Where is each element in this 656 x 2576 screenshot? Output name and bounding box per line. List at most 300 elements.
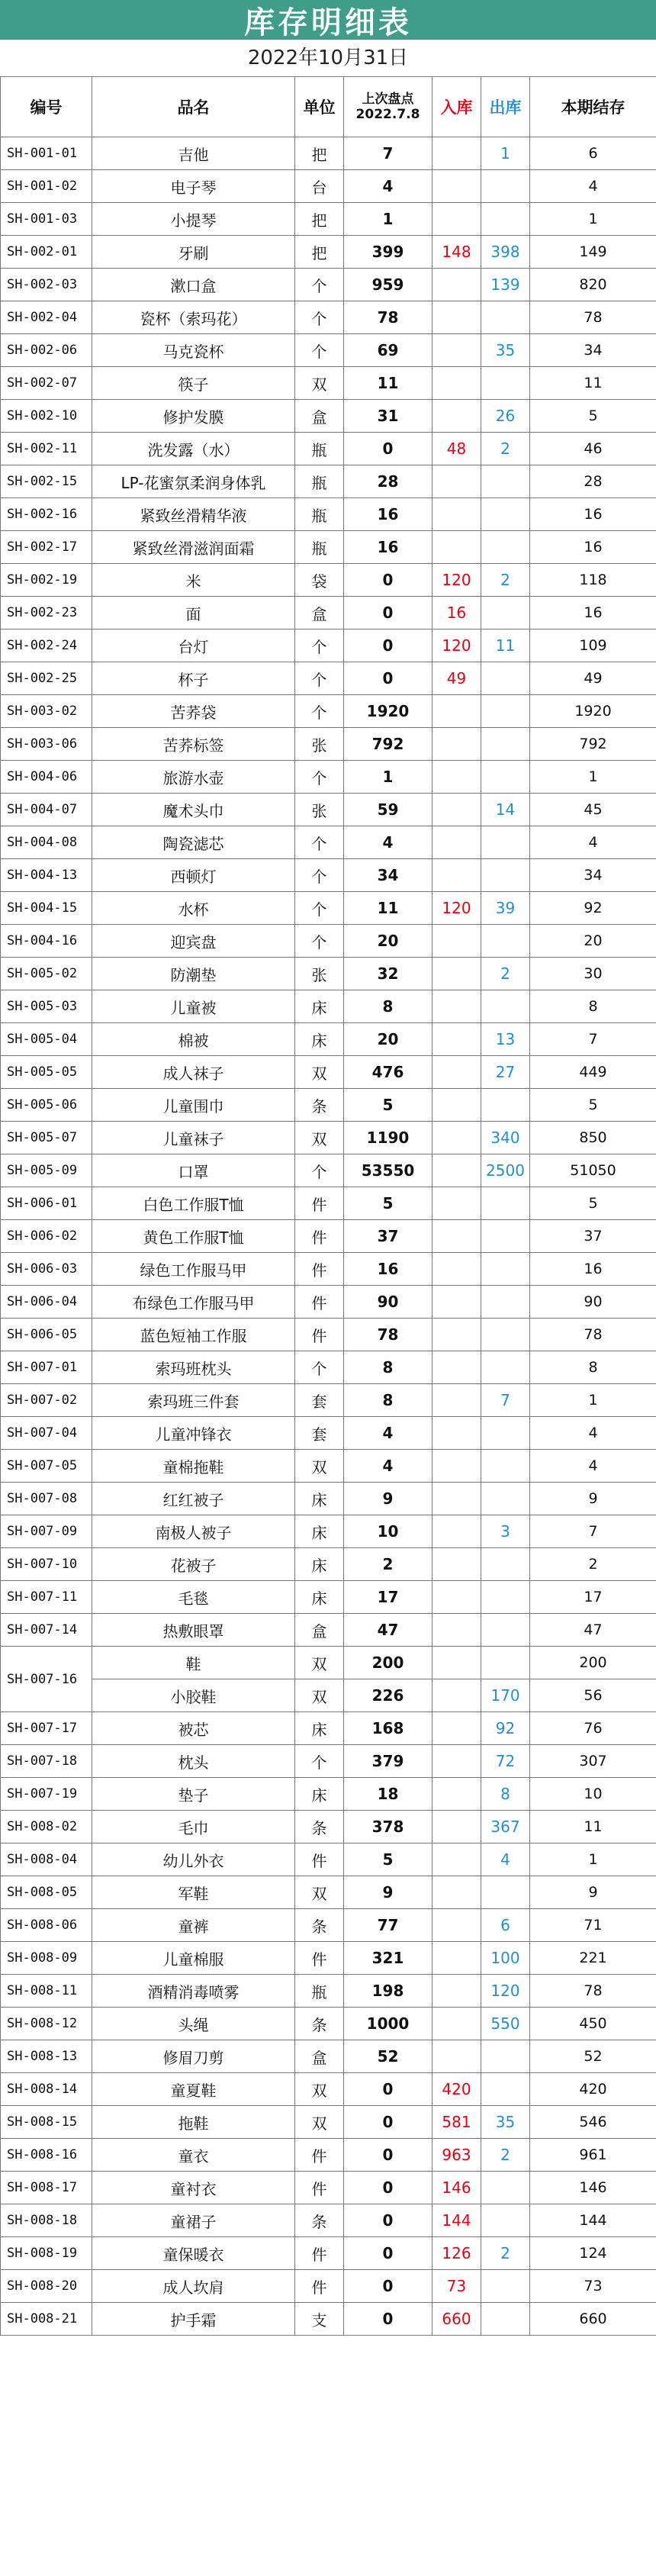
cell-unit: 张 (295, 794, 344, 826)
cell-balance: 56 (530, 1679, 656, 1712)
cell-name: 苦荞标签 (92, 728, 295, 761)
cell-unit: 瓶 (295, 465, 344, 498)
cell-in (433, 1089, 481, 1122)
cell-out (481, 826, 530, 859)
table-row (1, 1942, 656, 1975)
table-row (1, 1450, 656, 1483)
cell-in (433, 269, 481, 301)
table-row (1, 1483, 656, 1515)
cell-last: 4 (344, 1417, 433, 1450)
table-body (1, 137, 656, 2336)
table-row (1, 531, 656, 564)
cell-unit: 件 (295, 1187, 344, 1220)
cell-balance: 1 (530, 203, 656, 236)
cell-unit: 双 (295, 2106, 344, 2139)
header-out: 出库 (481, 77, 530, 137)
cell-unit: 个 (295, 1351, 344, 1384)
cell-unit: 个 (295, 1745, 344, 1778)
cell-code: SH-008-05 (1, 1876, 92, 1909)
cell-name: 紧致丝滑滋润面霜 (92, 531, 295, 564)
cell-out: 92 (481, 1712, 530, 1745)
cell-name: 头绳 (92, 2008, 295, 2040)
table-row (1, 662, 656, 695)
cell-unit: 双 (295, 1450, 344, 1483)
cell-in (433, 1909, 481, 1942)
cell-out: 1 (481, 137, 530, 170)
cell-balance: 118 (530, 564, 656, 597)
cell-code: SH-002-04 (1, 301, 92, 334)
cell-code: SH-007-19 (1, 1778, 92, 1811)
cell-name: 电子琴 (92, 170, 295, 203)
cell-code: SH-004-06 (1, 761, 92, 794)
cell-name: 童裙子 (92, 2204, 295, 2237)
table-row (1, 2073, 656, 2106)
cell-code: SH-006-03 (1, 1253, 92, 1286)
cell-code: SH-002-23 (1, 597, 92, 630)
table-row (1, 1975, 656, 2008)
cell-last: 1 (344, 203, 433, 236)
cell-in (433, 1745, 481, 1778)
cell-balance: 146 (530, 2172, 656, 2204)
cell-balance: 5 (530, 400, 656, 433)
table-row (1, 761, 656, 794)
cell-unit: 盒 (295, 400, 344, 433)
cell-balance: 51050 (530, 1154, 656, 1187)
cell-balance: 10 (530, 1778, 656, 1811)
cell-code: SH-007-01 (1, 1351, 92, 1384)
cell-balance: 4 (530, 1450, 656, 1483)
cell-name: 拖鞋 (92, 2106, 295, 2139)
cell-unit: 件 (295, 1286, 344, 1319)
cell-last: 476 (344, 1056, 433, 1089)
cell-unit: 床 (295, 1778, 344, 1811)
cell-last: 78 (344, 1319, 433, 1351)
cell-last: 11 (344, 892, 433, 925)
cell-unit: 瓶 (295, 433, 344, 465)
cell-balance: 73 (530, 2270, 656, 2303)
cell-code: SH-006-04 (1, 1286, 92, 1319)
cell-code: SH-007-10 (1, 1548, 92, 1581)
cell-last: 53550 (344, 1154, 433, 1187)
cell-name: 白色工作服T恤 (92, 1187, 295, 1220)
table-row (1, 203, 656, 236)
cell-last: 198 (344, 1975, 433, 2008)
cell-balance: 307 (530, 1745, 656, 1778)
cell-out: 2 (481, 564, 530, 597)
cell-last: 32 (344, 958, 433, 990)
cell-name: 儿童围巾 (92, 1089, 295, 1122)
cell-in (433, 1187, 481, 1220)
cell-last: 200 (344, 1647, 433, 1679)
cell-last: 8 (344, 1351, 433, 1384)
cell-unit: 条 (295, 1811, 344, 1843)
table-row (1, 2237, 656, 2270)
table-row (1, 597, 656, 630)
cell-out: 8 (481, 1778, 530, 1811)
cell-in: 581 (433, 2106, 481, 2139)
cell-last: 0 (344, 662, 433, 695)
cell-balance: 1920 (530, 695, 656, 728)
cell-last: 4 (344, 1450, 433, 1483)
cell-balance: 92 (530, 892, 656, 925)
cell-name: 修护发膜 (92, 400, 295, 433)
cell-unit: 袋 (295, 564, 344, 597)
title-bar (0, 0, 656, 40)
cell-unit: 个 (295, 695, 344, 728)
cell-code: SH-005-05 (1, 1056, 92, 1089)
cell-code: SH-003-02 (1, 695, 92, 728)
header-last (344, 77, 433, 137)
cell-out: 27 (481, 1056, 530, 1089)
cell-unit: 床 (295, 1548, 344, 1581)
cell-name: 被芯 (92, 1712, 295, 1745)
cell-unit: 床 (295, 990, 344, 1023)
cell-code: SH-001-01 (1, 137, 92, 170)
cell-in (433, 859, 481, 892)
cell-in: 146 (433, 2172, 481, 2204)
cell-name: 儿童被 (92, 990, 295, 1023)
table-row (1, 1056, 656, 1089)
table-row (1, 1384, 656, 1417)
cell-balance: 450 (530, 2008, 656, 2040)
table-row (1, 990, 656, 1023)
table-row (1, 433, 656, 465)
header-balance: 本期结存 (530, 77, 656, 137)
cell-in (433, 1679, 481, 1712)
cell-balance: 4 (530, 1417, 656, 1450)
cell-out: 26 (481, 400, 530, 433)
cell-name: 棉被 (92, 1023, 295, 1056)
cell-in: 420 (433, 2073, 481, 2106)
cell-in (433, 826, 481, 859)
cell-out (481, 1483, 530, 1515)
cell-in (433, 1286, 481, 1319)
cell-out: 120 (481, 1975, 530, 2008)
cell-balance: 30 (530, 958, 656, 990)
cell-in (433, 498, 481, 531)
cell-balance: 34 (530, 334, 656, 367)
cell-last: 399 (344, 236, 433, 269)
cell-in (433, 2008, 481, 2040)
cell-unit: 双 (295, 1056, 344, 1089)
table-row (1, 2139, 656, 2172)
cell-last: 0 (344, 597, 433, 630)
cell-in (433, 301, 481, 334)
cell-code: SH-002-24 (1, 630, 92, 662)
cell-unit: 盒 (295, 2040, 344, 2073)
table-row (1, 2040, 656, 2073)
table-row (1, 1778, 656, 1811)
cell-out (481, 1548, 530, 1581)
cell-balance: 46 (530, 433, 656, 465)
cell-code: SH-001-02 (1, 170, 92, 203)
cell-in: 120 (433, 892, 481, 925)
cell-code: SH-004-07 (1, 794, 92, 826)
cell-name: 黄色工作服T恤 (92, 1220, 295, 1253)
cell-name: 索玛班枕头 (92, 1351, 295, 1384)
cell-out (481, 203, 530, 236)
cell-code: SH-005-09 (1, 1154, 92, 1187)
cell-in (433, 1154, 481, 1187)
cell-out: 35 (481, 334, 530, 367)
header-in: 入库 (433, 77, 481, 137)
cell-in (433, 2040, 481, 2073)
cell-name: 水杯 (92, 892, 295, 925)
cell-out (481, 301, 530, 334)
cell-code: SH-002-10 (1, 400, 92, 433)
cell-code: SH-008-17 (1, 2172, 92, 2204)
table-row (1, 728, 656, 761)
cell-unit: 条 (295, 2204, 344, 2237)
table-row (1, 630, 656, 662)
cell-unit: 瓶 (295, 498, 344, 531)
cell-unit: 条 (295, 1089, 344, 1122)
cell-code: SH-007-02 (1, 1384, 92, 1417)
cell-unit: 个 (295, 301, 344, 334)
cell-balance: 78 (530, 301, 656, 334)
cell-name: 迎宾盘 (92, 925, 295, 958)
cell-in (433, 1647, 481, 1679)
table-row (1, 1614, 656, 1647)
table-row (1, 1679, 656, 1712)
cell-out: 2 (481, 433, 530, 465)
table-row (1, 170, 656, 203)
cell-code: SH-008-06 (1, 1909, 92, 1942)
table-row (1, 498, 656, 531)
cell-code: SH-002-25 (1, 662, 92, 695)
cell-out (481, 990, 530, 1023)
cell-unit: 双 (295, 1122, 344, 1154)
cell-unit: 把 (295, 236, 344, 269)
cell-out (481, 1187, 530, 1220)
cell-name: 枕头 (92, 1745, 295, 1778)
cell-balance: 660 (530, 2303, 656, 2336)
cell-name: 牙刷 (92, 236, 295, 269)
cell-code: SH-005-07 (1, 1122, 92, 1154)
cell-out: 7 (481, 1384, 530, 1417)
table-row (1, 2204, 656, 2237)
cell-name: 洗发露（水） (92, 433, 295, 465)
cell-name: 毛巾 (92, 1811, 295, 1843)
cell-unit: 盒 (295, 597, 344, 630)
cell-in (433, 1253, 481, 1286)
cell-name: 索玛班三件套 (92, 1384, 295, 1417)
cell-code: SH-006-05 (1, 1319, 92, 1351)
cell-name: 花被子 (92, 1548, 295, 1581)
cell-in (433, 1384, 481, 1417)
cell-in: 120 (433, 630, 481, 662)
cell-out: 340 (481, 1122, 530, 1154)
cell-balance: 1 (530, 1843, 656, 1876)
cell-out (481, 761, 530, 794)
cell-out: 3 (481, 1515, 530, 1548)
cell-last: 59 (344, 794, 433, 826)
cell-balance: 124 (530, 2237, 656, 2270)
table-row (1, 1319, 656, 1351)
cell-in (433, 1450, 481, 1483)
cell-balance: 47 (530, 1614, 656, 1647)
table-row (1, 564, 656, 597)
table-row (1, 1647, 656, 1679)
table-row (1, 1876, 656, 1909)
cell-last: 168 (344, 1712, 433, 1745)
cell-out: 2500 (481, 1154, 530, 1187)
cell-unit: 件 (295, 2270, 344, 2303)
cell-code: SH-007-14 (1, 1614, 92, 1647)
table-row (1, 794, 656, 826)
cell-out (481, 1319, 530, 1351)
cell-balance: 71 (530, 1909, 656, 1942)
cell-last: 9 (344, 1876, 433, 1909)
cell-out (481, 2172, 530, 2204)
cell-last: 0 (344, 2106, 433, 2139)
cell-out: 14 (481, 794, 530, 826)
cell-name: 童衬衣 (92, 2172, 295, 2204)
cell-name: 童裤 (92, 1909, 295, 1942)
table-row (1, 1023, 656, 1056)
cell-unit: 床 (295, 1483, 344, 1515)
cell-unit: 个 (295, 269, 344, 301)
cell-in: 148 (433, 236, 481, 269)
cell-in (433, 1515, 481, 1548)
cell-code: SH-002-19 (1, 564, 92, 597)
cell-code: SH-007-04 (1, 1417, 92, 1450)
cell-name: 陶瓷滤芯 (92, 826, 295, 859)
table-row (1, 400, 656, 433)
cell-balance: 78 (530, 1319, 656, 1351)
cell-name: 旅游水壶 (92, 761, 295, 794)
cell-unit: 件 (295, 2172, 344, 2204)
cell-unit: 双 (295, 1679, 344, 1712)
cell-code: SH-004-08 (1, 826, 92, 859)
cell-name: 童衣 (92, 2139, 295, 2172)
cell-in (433, 1122, 481, 1154)
cell-balance: 4 (530, 170, 656, 203)
cell-in (433, 1778, 481, 1811)
cell-unit: 瓶 (295, 1975, 344, 2008)
cell-last: 959 (344, 269, 433, 301)
cell-last: 4 (344, 170, 433, 203)
cell-balance: 8 (530, 1351, 656, 1384)
cell-in (433, 1023, 481, 1056)
cell-code: SH-007-08 (1, 1483, 92, 1515)
table-row (1, 2270, 656, 2303)
table-row (1, 1515, 656, 1548)
cell-out: 6 (481, 1909, 530, 1942)
cell-last: 52 (344, 2040, 433, 2073)
cell-out (481, 728, 530, 761)
cell-in: 126 (433, 2237, 481, 2270)
table-row (1, 695, 656, 728)
cell-unit: 个 (295, 1154, 344, 1187)
cell-name: 幼儿外衣 (92, 1843, 295, 1876)
cell-out: 550 (481, 2008, 530, 2040)
cell-name: 护手霜 (92, 2303, 295, 2336)
cell-balance: 2 (530, 1548, 656, 1581)
cell-code: SH-008-20 (1, 2270, 92, 2303)
cell-last: 9 (344, 1483, 433, 1515)
cell-last: 16 (344, 498, 433, 531)
cell-unit: 双 (295, 367, 344, 400)
cell-in (433, 1614, 481, 1647)
cell-in: 16 (433, 597, 481, 630)
table-row (1, 236, 656, 269)
cell-code: SH-008-02 (1, 1811, 92, 1843)
table-row (1, 269, 656, 301)
cell-unit: 盒 (295, 1614, 344, 1647)
cell-in (433, 531, 481, 564)
cell-name: 筷子 (92, 367, 295, 400)
cell-out (481, 2040, 530, 2073)
cell-code: SH-002-06 (1, 334, 92, 367)
cell-out (481, 1417, 530, 1450)
cell-in (433, 1417, 481, 1450)
cell-unit: 瓶 (295, 531, 344, 564)
table-row (1, 1581, 656, 1614)
cell-name: 蓝色短袖工作服 (92, 1319, 295, 1351)
cell-code: SH-002-15 (1, 465, 92, 498)
cell-unit: 件 (295, 1843, 344, 1876)
cell-balance: 11 (530, 367, 656, 400)
cell-in (433, 925, 481, 958)
cell-last: 16 (344, 531, 433, 564)
cell-out (481, 859, 530, 892)
cell-last: 18 (344, 1778, 433, 1811)
cell-unit: 个 (295, 826, 344, 859)
cell-name: 杯子 (92, 662, 295, 695)
cell-out (481, 597, 530, 630)
table-row (1, 925, 656, 958)
cell-out (481, 2303, 530, 2336)
cell-code: SH-002-11 (1, 433, 92, 465)
cell-name: 米 (92, 564, 295, 597)
cell-out (481, 1351, 530, 1384)
table-row (1, 1712, 656, 1745)
cell-in (433, 1942, 481, 1975)
cell-name: 小提琴 (92, 203, 295, 236)
cell-out: 398 (481, 236, 530, 269)
cell-name: 垫子 (92, 1778, 295, 1811)
cell-code: SH-002-17 (1, 531, 92, 564)
cell-out (481, 1286, 530, 1319)
cell-balance: 37 (530, 1220, 656, 1253)
cell-in: 73 (433, 2270, 481, 2303)
cell-balance: 1 (530, 1384, 656, 1417)
table-row (1, 1417, 656, 1450)
cell-balance: 144 (530, 2204, 656, 2237)
cell-balance: 90 (530, 1286, 656, 1319)
cell-last: 0 (344, 2073, 433, 2106)
cell-in: 49 (433, 662, 481, 695)
cell-last: 20 (344, 925, 433, 958)
table-row (1, 1548, 656, 1581)
cell-name: 西顿灯 (92, 859, 295, 892)
cell-name: 毛毯 (92, 1581, 295, 1614)
cell-in (433, 958, 481, 990)
cell-code: SH-008-21 (1, 2303, 92, 2336)
cell-code: SH-008-12 (1, 2008, 92, 2040)
cell-balance: 9 (530, 1876, 656, 1909)
cell-in (433, 334, 481, 367)
cell-code: SH-008-18 (1, 2204, 92, 2237)
cell-balance: 820 (530, 269, 656, 301)
cell-code: SH-008-04 (1, 1843, 92, 1876)
cell-out: 72 (481, 1745, 530, 1778)
cell-in: 660 (433, 2303, 481, 2336)
cell-last: 37 (344, 1220, 433, 1253)
cell-last: 78 (344, 301, 433, 334)
table-row (1, 1909, 656, 1942)
